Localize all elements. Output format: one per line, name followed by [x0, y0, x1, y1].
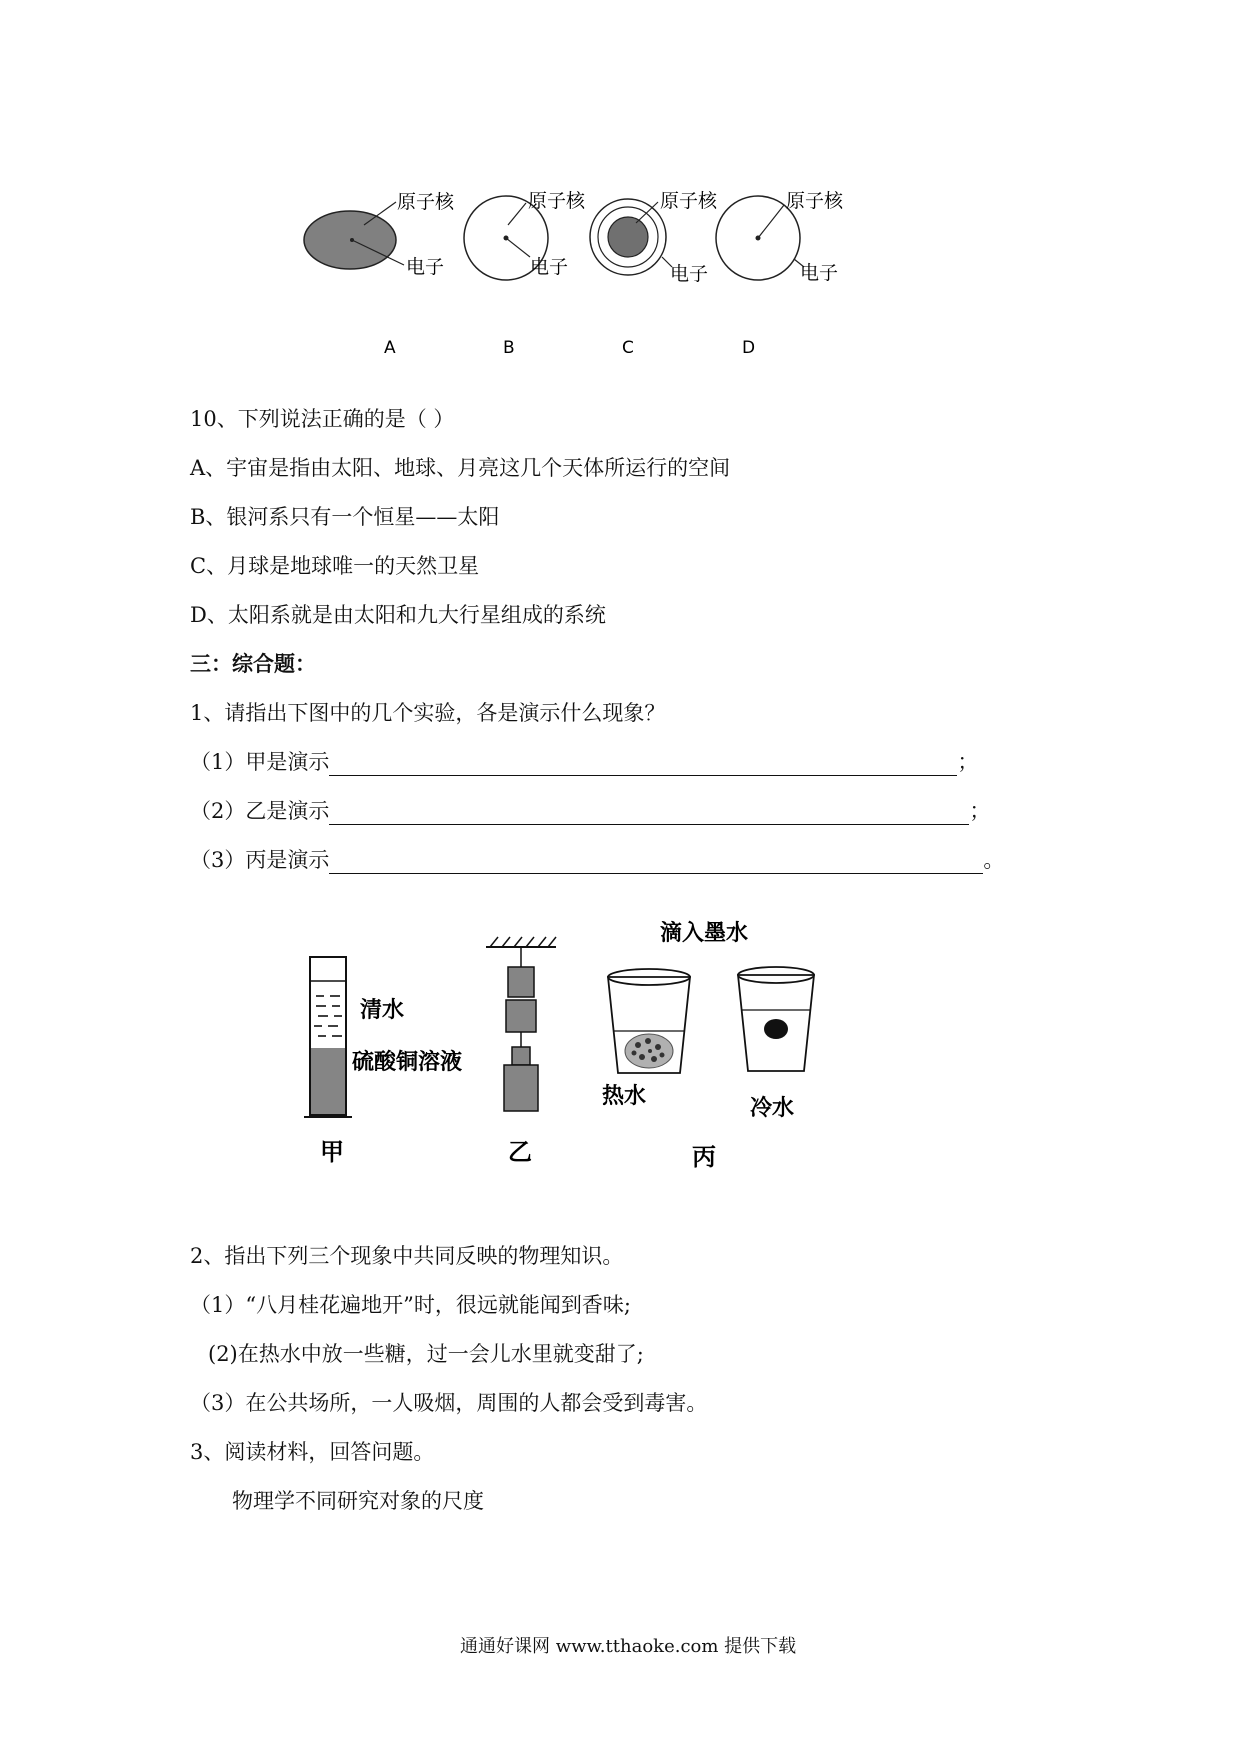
- q1-item-1-end: ；: [957, 750, 979, 774]
- atom-model-a: [304, 191, 455, 358]
- q1-item-3: [190, 844, 1004, 874]
- atom-model-d: [716, 190, 844, 358]
- bing-cold-label: 冷水: [750, 1096, 795, 1121]
- q1-item-1-blank[interactable]: [329, 753, 957, 776]
- q1-item-2: [190, 795, 990, 825]
- experiment-jia: [304, 957, 462, 1166]
- jia-solution-label: 硫酸铜溶液: [352, 1050, 463, 1075]
- atom-c-electron-label: 电子: [670, 263, 709, 285]
- q3-stem: 3、阅读材料，回答问题。: [190, 1440, 435, 1464]
- experiment-yi: [486, 937, 556, 1166]
- experiment-bing: [602, 920, 814, 1171]
- atom-b-electron-label: 电子: [530, 256, 569, 278]
- q10-option-b: B、银河系只有一个恒星——太阳: [190, 505, 500, 529]
- section3-title: 三：综合题：: [190, 651, 316, 676]
- q1-item-3-prefix: （3）丙是演示: [190, 848, 330, 872]
- atom-a-nucleus-label: 原子核: [397, 191, 455, 213]
- atom-d-nucleus-label: 原子核: [786, 190, 844, 212]
- q2-item-1: （1）“八月桂花遍地开”时，很远就能闻到香味;: [190, 1293, 631, 1317]
- atom-d-electron-label: 电子: [800, 262, 839, 284]
- q1-item-1-prefix: （1）甲是演示: [190, 750, 330, 774]
- q1-item-1: [190, 746, 978, 776]
- q3-material-title: 物理学不同研究对象的尺度: [232, 1489, 484, 1513]
- bing-label: 丙: [692, 1143, 716, 1171]
- option-letter-c: C: [622, 338, 634, 358]
- q10-option-a: A、宇宙是指由太阳、地球、月亮这几个天体所运行的空间: [190, 456, 731, 480]
- atom-model-b: [464, 190, 586, 358]
- q10-option-d: D、太阳系就是由太阳和九大行星组成的系统: [190, 603, 606, 627]
- q1-stem: 1、请指出下图中的几个实验，各是演示什么现象？: [190, 701, 666, 725]
- jia-label: 甲: [320, 1138, 344, 1166]
- option-letter-a: A: [384, 338, 396, 358]
- atom-model-c: [590, 190, 718, 358]
- q2-item-2: (2)在热水中放一些糖，过一会儿水里就变甜了;: [208, 1342, 644, 1366]
- atom-b-nucleus-label: 原子核: [528, 190, 586, 212]
- bing-hot-label: 热水: [602, 1084, 647, 1109]
- q10-option-c: C、月球是地球唯一的天然卫星: [190, 554, 480, 578]
- q1-item-3-end: 。: [983, 848, 1005, 872]
- page-footer: 通通好课网 www.tthaoke.com 提供下载: [460, 1636, 797, 1657]
- q2-stem: 2、指出下列三个现象中共同反映的物理知识。: [190, 1244, 624, 1268]
- yi-label: 乙: [508, 1138, 532, 1166]
- q10-stem: 10、下列说法正确的是（ ）: [190, 407, 455, 431]
- atom-c-nucleus-label: 原子核: [660, 190, 718, 212]
- option-letter-b: B: [503, 338, 515, 358]
- option-letter-d: D: [742, 338, 756, 358]
- q1-item-2-blank[interactable]: [329, 802, 969, 825]
- bing-top-label: 滴入墨水: [660, 921, 749, 946]
- q1-item-2-prefix: （2）乙是演示: [190, 799, 330, 823]
- atom-models-figure: [300, 185, 900, 365]
- jia-water-label: 清水: [360, 998, 405, 1023]
- q2-item-3: （3）在公共场所，一人吸烟，周围的人都会受到毒害。: [190, 1391, 708, 1415]
- q1-item-3-blank[interactable]: [329, 851, 983, 874]
- experiment-figure: [290, 905, 850, 1175]
- q1-item-2-end: ；: [969, 799, 991, 823]
- atom-a-electron-label: 电子: [406, 256, 445, 278]
